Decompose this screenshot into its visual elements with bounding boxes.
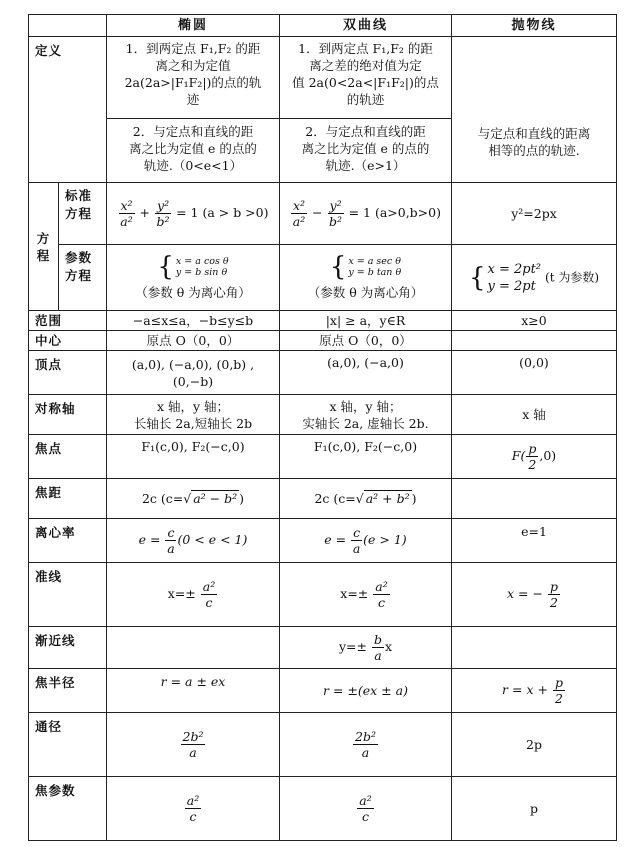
param-system bbox=[107, 254, 279, 280]
focus-row bbox=[29, 435, 617, 479]
label-part: 参数 bbox=[65, 250, 93, 265]
parabola-center bbox=[452, 331, 617, 351]
denominator: a bbox=[189, 745, 197, 760]
ellipse-range: −a≤x≤a，−b≤y≤b bbox=[107, 311, 280, 331]
ellipse-focus: F₁(c,0), F₂(−c,0) bbox=[107, 435, 280, 479]
ellipse-standard-equation bbox=[107, 183, 280, 245]
hyperbola-standard-equation bbox=[280, 183, 452, 245]
focal-radius-row bbox=[29, 669, 617, 713]
ecc-condition: (e > 1) bbox=[363, 532, 407, 547]
param-lines bbox=[176, 256, 229, 278]
directrix-prefix: x = − bbox=[507, 586, 543, 601]
numerator: 2b² bbox=[355, 729, 376, 744]
fraction bbox=[373, 579, 389, 610]
range-label: 范围 bbox=[29, 311, 107, 331]
ellipse-definition-1 bbox=[107, 37, 280, 119]
ellipse-asymptote bbox=[107, 627, 280, 669]
fraction bbox=[181, 729, 206, 760]
ellipse-parametric-equation bbox=[107, 245, 280, 311]
numerator: p bbox=[554, 675, 563, 690]
ecc-prefix: e = bbox=[138, 532, 161, 547]
numerator: y² bbox=[157, 198, 170, 213]
param-line: y = b sin θ bbox=[175, 267, 228, 278]
focal-parameter-label: 焦参数 bbox=[29, 777, 107, 841]
label-part: 标准 bbox=[65, 188, 93, 203]
hyperbola-def1-line: 1．到两定点 F₁,F₂ 的距 bbox=[298, 41, 433, 56]
ellipse-def2-line: 2．与定点和直线的距 bbox=[132, 124, 254, 139]
directrix-prefix: x=± bbox=[340, 586, 369, 601]
hyperbola-focal-distance: 2c (c=√ a² + b² ) bbox=[280, 479, 452, 519]
eccentricity-label: 离心率 bbox=[29, 519, 107, 563]
hyperbola-latus-rectum bbox=[280, 713, 452, 777]
eccentricity-row bbox=[29, 519, 617, 563]
parabola-parametric-equation bbox=[452, 245, 617, 311]
denominator: c bbox=[205, 595, 213, 610]
vertex-line: (0,−b) bbox=[172, 373, 214, 389]
focal-distance-row bbox=[29, 479, 617, 519]
focal-suffix: ) bbox=[239, 491, 245, 506]
brace-symbol: { bbox=[468, 262, 486, 293]
symmetry-line: 长轴长 2a,短轴长 2b bbox=[133, 415, 253, 431]
vertex-label: 顶点 bbox=[29, 351, 107, 395]
focal-distance-label: 焦距 bbox=[29, 479, 107, 519]
parabola-standard-equation: y²=2px bbox=[452, 183, 617, 245]
hyperbola-def2-line: 离之比为定值 e 的点的 bbox=[301, 141, 430, 156]
param-line: x = a sec θ bbox=[348, 256, 401, 267]
equation-condition: = 1 (a > b >0) bbox=[176, 205, 269, 220]
symmetry-line: 实轴长 2a, 虚轴长 2b. bbox=[302, 415, 429, 431]
numerator: a² bbox=[186, 793, 200, 808]
ellipse-focal-parameter bbox=[107, 777, 280, 841]
equation-group-char: 程 bbox=[36, 247, 51, 263]
parabola-focus bbox=[452, 435, 617, 479]
numerator: c bbox=[167, 525, 175, 540]
hyperbola-range: |x| ≥ a，y∈R bbox=[280, 311, 452, 331]
directrix-row bbox=[29, 563, 617, 627]
latus-rectum-label: 通径 bbox=[29, 713, 107, 777]
asymptote-row bbox=[29, 627, 617, 669]
center-label: 中心 bbox=[29, 331, 107, 351]
fraction bbox=[201, 579, 217, 610]
denominator: c bbox=[189, 809, 197, 824]
fraction bbox=[553, 675, 565, 706]
radicand: a² − b² bbox=[193, 491, 238, 506]
fraction bbox=[291, 198, 307, 229]
parabola-latus-rectum: 2p bbox=[452, 713, 617, 777]
denominator: 2 bbox=[528, 457, 537, 472]
param-lines bbox=[348, 256, 401, 278]
denominator: a bbox=[167, 541, 175, 556]
param-system bbox=[280, 254, 451, 280]
header-parabola: 抛物线 bbox=[452, 15, 617, 37]
brace-symbol: { bbox=[157, 252, 174, 282]
focal-radius-prefix: r = x + bbox=[502, 682, 548, 697]
standard-equation-row bbox=[29, 183, 617, 245]
focus-label: 焦点 bbox=[29, 435, 107, 479]
focus-prefix: F( bbox=[511, 448, 526, 463]
fraction bbox=[372, 632, 384, 663]
hyperbola-center: 原点 O（0，0） bbox=[280, 331, 452, 351]
hyperbola-def1-line: 的轨迹 bbox=[346, 92, 385, 107]
hyperbola-eccentricity bbox=[280, 519, 452, 563]
hyperbola-asymptote bbox=[280, 627, 452, 669]
fraction bbox=[328, 198, 344, 229]
ellipse-symmetry bbox=[107, 395, 280, 435]
parabola-asymptote bbox=[452, 627, 617, 669]
ellipse-def1-line: 1．到两定点 F₁,F₂ 的距 bbox=[125, 41, 261, 56]
parabola-vertex: (0,0) bbox=[452, 351, 617, 395]
denominator: c bbox=[361, 809, 369, 824]
parabola-def-line: 与定点和直线的距离 bbox=[477, 126, 591, 141]
focal-parameter-row bbox=[29, 777, 617, 841]
denominator: 2 bbox=[549, 595, 558, 610]
param-line: x = a cos θ bbox=[175, 256, 229, 267]
header-empty-cell bbox=[29, 15, 107, 37]
parabola-focal-parameter: p bbox=[452, 777, 617, 841]
hyperbola-directrix bbox=[280, 563, 452, 627]
hyperbola-parametric-equation bbox=[280, 245, 452, 311]
fraction bbox=[351, 525, 362, 556]
asymptote-prefix: y=± bbox=[338, 639, 367, 654]
numerator: a² bbox=[202, 579, 216, 594]
parabola-range: x≥0 bbox=[452, 311, 617, 331]
brace-symbol: { bbox=[329, 252, 347, 282]
param-lines bbox=[488, 261, 542, 295]
numerator: a² bbox=[375, 579, 388, 594]
hyperbola-definition-2 bbox=[280, 119, 452, 183]
focal-suffix: ) bbox=[411, 491, 417, 506]
conic-sections-table bbox=[28, 14, 617, 841]
ellipse-def2-line: 轨迹.（0<e<1） bbox=[143, 158, 243, 173]
fraction bbox=[357, 793, 373, 824]
numerator: x² bbox=[293, 198, 306, 213]
denominator: 2 bbox=[554, 691, 563, 706]
denominator: a² bbox=[292, 214, 306, 229]
hyperbola-focal-parameter bbox=[280, 777, 452, 841]
focus-suffix: ,0) bbox=[539, 448, 557, 463]
denominator: c bbox=[377, 595, 385, 610]
fraction bbox=[119, 198, 135, 229]
parabola-focal-radius bbox=[452, 669, 617, 713]
operator: + bbox=[139, 205, 151, 220]
operator: − bbox=[312, 205, 323, 220]
param-line: y = 2pt bbox=[487, 278, 536, 294]
parabola-symmetry: x 轴 bbox=[452, 395, 617, 435]
directrix-prefix: x=± bbox=[167, 586, 196, 601]
param-line: x = 2pt² bbox=[487, 261, 542, 277]
ellipse-directrix bbox=[107, 563, 280, 627]
vertex-line: (a,0), (−a,0), (0,b) , bbox=[131, 356, 255, 372]
symmetry-label: 对称轴 bbox=[29, 395, 107, 435]
fraction bbox=[155, 198, 171, 229]
parametric-equation-label bbox=[59, 245, 107, 311]
numerator: 2b² bbox=[182, 729, 204, 744]
fraction bbox=[548, 579, 560, 610]
directrix-label: 准线 bbox=[29, 563, 107, 627]
ellipse-focal-radius: r = a ± ex bbox=[107, 669, 280, 713]
ellipse-latus-rectum bbox=[107, 713, 280, 777]
definition-label: 定义 bbox=[29, 37, 107, 183]
equation-group-char: 方 bbox=[36, 230, 51, 246]
ellipse-def1-line: 2a(2a>|F₁F₂|)的点的轨 bbox=[124, 75, 262, 90]
fraction bbox=[353, 729, 378, 760]
definition-row-1 bbox=[29, 37, 617, 119]
focal-radius-label: 焦半径 bbox=[29, 669, 107, 713]
vertex-row bbox=[29, 351, 617, 395]
numerator: a² bbox=[359, 793, 372, 808]
parabola-directrix bbox=[452, 563, 617, 627]
header-ellipse: 椭圆 bbox=[107, 15, 280, 37]
denominator: b² bbox=[156, 214, 170, 229]
hyperbola-focus: F₁(c,0), F₂(−c,0) bbox=[280, 435, 452, 479]
ellipse-center: 原点 O（0，0） bbox=[107, 331, 280, 351]
standard-equation-label bbox=[59, 183, 107, 245]
fraction bbox=[185, 793, 201, 824]
denominator: b² bbox=[329, 214, 343, 229]
parabola-focal-distance bbox=[452, 479, 617, 519]
equation-group-label bbox=[29, 183, 59, 311]
parametric-equation-row bbox=[29, 245, 617, 311]
hyperbola-def1-line: 值 2a(0<2a<|F₁F₂|)的点 bbox=[292, 75, 439, 90]
denominator: a bbox=[374, 648, 382, 663]
equation-condition: = 1 (a>0,b>0) bbox=[348, 205, 441, 220]
ellipse-eccentricity bbox=[107, 519, 280, 563]
latus-rectum-row bbox=[29, 713, 617, 777]
fraction bbox=[165, 525, 176, 556]
hyperbola-def2-line: 轨迹.（e>1） bbox=[325, 158, 406, 173]
parabola-param-note: (t 为参数) bbox=[545, 270, 600, 284]
focal-prefix: 2c (c= bbox=[141, 491, 184, 506]
label-part: 方程 bbox=[65, 268, 93, 283]
denominator: a² bbox=[120, 214, 133, 229]
denominator: a bbox=[352, 541, 361, 556]
radicand: a² + b² bbox=[365, 491, 410, 506]
hyperbola-focal-radius: r = ±(ex ± a) bbox=[280, 669, 452, 713]
ellipse-focal-distance: 2c (c=√ a² − b² ) bbox=[107, 479, 280, 519]
parabola-eccentricity: e=1 bbox=[452, 519, 617, 563]
range-row bbox=[29, 311, 617, 331]
numerator: b bbox=[373, 632, 382, 647]
asymptote-label: 渐近线 bbox=[29, 627, 107, 669]
asymptote-suffix: x bbox=[384, 639, 393, 654]
parabola-definition bbox=[452, 37, 617, 183]
numerator: p bbox=[528, 441, 537, 456]
hyperbola-def2-line: 2．与定点和直线的距 bbox=[305, 124, 426, 139]
symmetry-row bbox=[29, 395, 617, 435]
hyperbola-vertex: (a,0), (−a,0) bbox=[280, 351, 452, 395]
symmetry-line: x 轴，y 轴； bbox=[329, 398, 402, 414]
numerator: x² bbox=[120, 198, 133, 213]
parabola-def-line: 相等的点的轨迹. bbox=[488, 143, 580, 158]
header-row bbox=[29, 15, 617, 37]
ecc-prefix: e = bbox=[324, 532, 347, 547]
hyperbola-param-note: （参数 θ 为离心角） bbox=[307, 285, 424, 300]
hyperbola-definition-1 bbox=[280, 37, 452, 119]
center-row bbox=[29, 331, 617, 351]
ellipse-def1-line: 离之和为定值 bbox=[155, 58, 231, 73]
ellipse-param-note: （参数 θ 为离心角） bbox=[135, 285, 251, 300]
hyperbola-symmetry bbox=[280, 395, 452, 435]
hyperbola-def1-line: 离之差的绝对值为定 bbox=[309, 58, 422, 73]
param-line: y = b tan θ bbox=[348, 267, 402, 278]
denominator: a bbox=[361, 745, 370, 760]
ellipse-def1-line: 迹 bbox=[186, 92, 200, 107]
fraction bbox=[526, 441, 538, 472]
header-hyperbola: 双曲线 bbox=[280, 15, 452, 37]
focal-prefix: 2c (c= bbox=[314, 491, 356, 506]
ellipse-def2-line: 离之比为定值 e 的点的 bbox=[129, 141, 257, 156]
ecc-condition: (0 < e < 1) bbox=[177, 532, 248, 547]
numerator: c bbox=[353, 525, 361, 540]
numerator: p bbox=[549, 579, 558, 594]
numerator: y² bbox=[329, 198, 342, 213]
symmetry-line: x 轴，y 轴； bbox=[156, 398, 230, 414]
ellipse-definition-2 bbox=[107, 119, 280, 183]
label-part: 方程 bbox=[65, 206, 93, 221]
ellipse-vertex bbox=[107, 351, 280, 395]
